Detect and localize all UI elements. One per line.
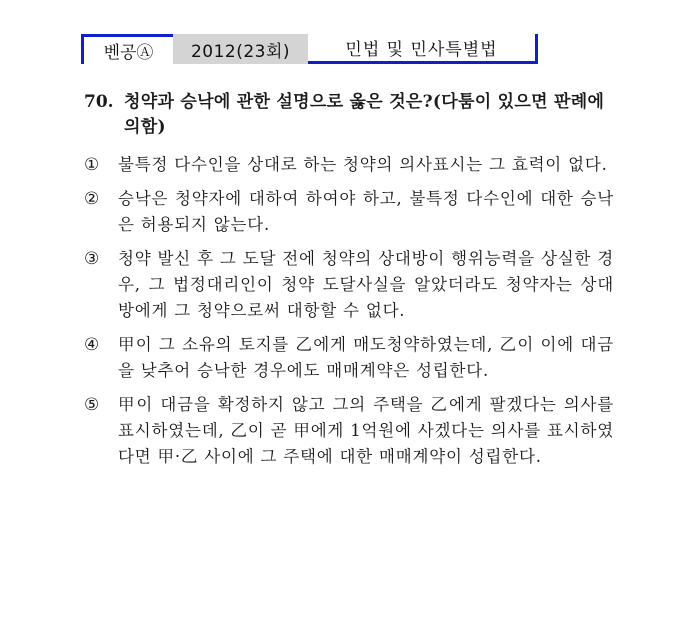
option-text: 불특정 다수인을 상대로 하는 청약의 의사표시는 그 효력이 없다. <box>118 155 608 174</box>
exam-header <box>81 34 538 64</box>
question-number: 70. <box>84 92 114 112</box>
option-marker: ① <box>84 155 100 175</box>
answer-option-1 <box>84 152 614 178</box>
option-marker: ② <box>84 189 100 209</box>
exam-year-label: 2012(23회) <box>173 34 308 64</box>
option-marker: ⑤ <box>84 395 100 415</box>
option-marker: ④ <box>84 335 100 355</box>
answer-options <box>84 152 614 470</box>
option-text: 청약 발신 후 그 도달 전에 청약의 상대방이 행위능력을 상실한 경우, 그 법정대리인이 청약 도달사실을 알았더라도 청약자는 상대방에게 그 청약으로써 대항할 수 없다. <box>118 249 614 320</box>
question-block <box>84 90 614 478</box>
answer-option-3 <box>84 246 614 324</box>
option-marker: ③ <box>84 249 100 269</box>
question-stem <box>84 90 614 140</box>
question-text: 청약과 승낙에 관한 설명으로 옳은 것은?(다툼이 있으면 판례에 의함) <box>124 92 605 137</box>
exam-subject-label: 민법 및 민사특별법 <box>308 34 538 64</box>
option-text: 승낙은 청약자에 대하여 하여야 하고, 불특정 다수인에 대한 승낙은 허용되지 않는다. <box>118 189 614 234</box>
answer-option-2 <box>84 186 614 238</box>
exam-series-label: 벤공Ⓐ <box>81 34 173 64</box>
answer-option-4 <box>84 332 614 384</box>
option-text: 甲이 대금을 확정하지 않고 그의 주택을 乙에게 팔겠다는 의사를 표시하였는데, 乙이 곧 甲에게 1억원에 사겠다는 의사를 표시하였다면 甲·乙 사이에 그 주택에 대한 매매계약이 성립한다. <box>118 395 614 466</box>
answer-option-5 <box>84 392 614 470</box>
option-text: 甲이 그 소유의 토지를 乙에게 매도청약하였는데, 乙이 이에 대금을 낮추어 승낙한 경우에도 매매계약은 성립한다. <box>118 335 614 380</box>
